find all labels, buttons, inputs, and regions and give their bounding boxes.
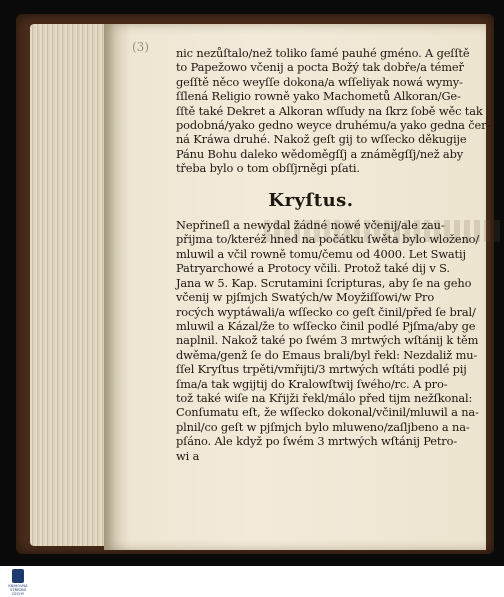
text-line: mluwil a včil rowně tomu/čemu od 4000. Let Swatij xyxy=(176,246,466,261)
text-line: dwěma/genž ſe do Emaus brali/byl řekl: Nezdaliž mu- xyxy=(176,347,478,362)
logo-text xyxy=(2,584,34,596)
paragraph-kristus xyxy=(176,218,486,463)
text-line: ſſlená Religio rowně yako Machometů Alkoran/Ge- xyxy=(176,89,461,104)
text-line: Jana w 5. Kap. Scrutamini ſcripturas, aby ſe na geho xyxy=(176,275,472,290)
text-line: Patryarchowé a Protocy včili. Protož také dij v S. xyxy=(176,261,450,276)
text-line: naplnil. Nakož také po ſwém 3 mrtwých wſtánij k těm xyxy=(176,333,479,348)
logo-mark xyxy=(12,569,24,583)
page-text xyxy=(176,46,491,463)
logo-line: ČECHY xyxy=(11,592,25,596)
text-line: to Papežowo včenij a pocta Božý tak dobře/a témeř xyxy=(176,60,464,75)
text-line: ſſtě také Dekret a Alkoran wſſudy na ſkrz ſobě wěc tak xyxy=(176,103,483,118)
text-line: mluwil a Kázal/že to wſſecko činil podlé Pjſma/aby ge xyxy=(176,318,476,333)
text-line: Pánu Bohu daleko wědoměgſſj a známěgſſj/než aby xyxy=(176,146,464,161)
library-logo-icon xyxy=(2,568,34,596)
text-line: Conſumatu eſt, že wſſecko dokonal/včinil/mluwil a na- xyxy=(176,405,479,420)
logo-line: STŘEDNÍ xyxy=(10,588,26,592)
text-line: pſáno. Ale když po ſwém 3 mrtwých wſtánij Petro- xyxy=(176,434,458,449)
text-line: nic nezůſtalo/než toliko ſamé pauhé gméno. A geſſtě xyxy=(176,46,470,60)
logo-line: KNIHOVNA xyxy=(8,584,28,588)
pencil-page-number: (3) xyxy=(132,40,149,54)
footer-bar xyxy=(0,566,504,597)
text-line: ſſel Kryſtus trpěti/vmřijti/3 mrtwých wſtáti podlé pij xyxy=(176,362,467,377)
text-line: tož také wiſe na Křijži řekl/málo před tijm nežſkonal: xyxy=(176,390,473,405)
text-line: ſma/a tak wgijtij do Kralowſtwij ſwého/rc. A pro- xyxy=(176,376,448,391)
text-line: geſſtě něco weyſſe dokona/a wſſeliyak nowá wymy- xyxy=(176,74,463,89)
text-line: včenij w pjſmjch Swatých/w Moyžiſſowi/w Pro xyxy=(176,290,435,305)
text-line: ná Kráwa druhé. Nakož geſt gij to wſſecko děkugije xyxy=(176,132,467,147)
paragraph-intro xyxy=(176,46,491,176)
text-line: plnil/co geſt w pjſmjch bylo mluweno/zaſljbeno a na- xyxy=(176,419,470,434)
section-heading: Kryſtus. xyxy=(268,189,354,211)
text-line: Nepřineſl a newydal žádné nowé včenij/ale zau- xyxy=(176,218,445,233)
text-line: wi a xyxy=(176,448,200,463)
text-line: podobná/yako gedno weyce druhému/a yako gedna čer- xyxy=(176,118,491,133)
text-line: přijma to/kteréž hned na počátku ſwěta bylo wloženo/ xyxy=(176,232,480,247)
text-line: rocých wyptáwali/a wſſecko co geſt činil/před ſe bral/ xyxy=(176,304,476,319)
text-line: třeba bylo o tom obſſjrněgi pſati. xyxy=(176,161,360,176)
